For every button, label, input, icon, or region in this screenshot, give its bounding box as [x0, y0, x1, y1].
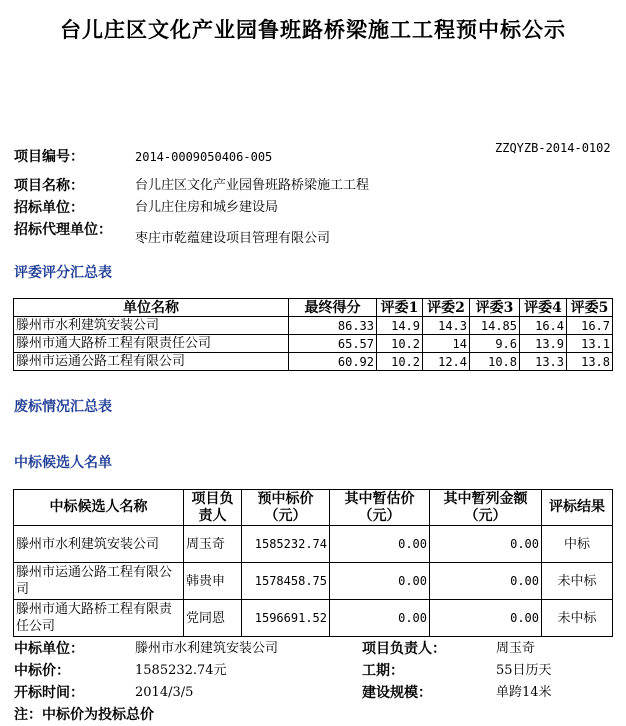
open-time-value: 2014/3/5 — [135, 685, 194, 700]
price-value: 1585232.74元 — [135, 663, 227, 678]
final-score-cell: 60.92 — [289, 353, 377, 371]
score-section-title: 评委评分汇总表 — [14, 265, 112, 281]
judge-score-cell: 10.2 — [377, 335, 423, 353]
score-header-judge1: 评委1 — [377, 299, 423, 317]
score-header-unit: 单位名称 — [14, 299, 289, 317]
candidate-name-cell: 滕州市通大路桥工程有限责任公司 — [14, 600, 184, 637]
winner-label: 中标单位： — [14, 641, 84, 657]
period-value: 55日历天 — [496, 663, 552, 678]
judge-score-cell: 10.8 — [470, 353, 520, 371]
candidate-manager-cell: 韩贵申 — [184, 563, 242, 600]
final-score-cell: 65.57 — [289, 335, 377, 353]
judge-score-cell: 16.4 — [520, 317, 567, 335]
price-note: 注：中标价为投标总价 — [14, 707, 154, 723]
document-code: ZZQYZB-2014-0102 — [495, 141, 611, 155]
manager-value: 周玉奇 — [496, 641, 536, 656]
score-table — [13, 298, 613, 371]
candidate-header-result: 评标结果 — [542, 490, 613, 526]
candidate-name-cell: 滕州市水利建筑安装公司 — [14, 526, 184, 563]
judge-score-cell: 12.4 — [423, 353, 470, 371]
candidate-header-manager: 项目负责人 — [184, 490, 242, 526]
candidate-price-cell: 1585232.74 — [242, 526, 330, 563]
candidate-result-cell: 未中标 — [542, 563, 613, 600]
judge-score-cell: 13.3 — [520, 353, 567, 371]
candidate-header-row — [14, 490, 613, 526]
candidate-header-provisional: 其中暂估价（元） — [330, 490, 430, 526]
agent-value: 枣庄市乾蕴建设项目管理有限公司 — [135, 231, 331, 246]
invalid-section-title: 废标情况汇总表 — [14, 399, 112, 415]
unit-name-cell: 滕州市运通公路工程有限公司 — [14, 353, 289, 371]
table-row — [14, 317, 613, 335]
judge-score-cell: 10.2 — [377, 353, 423, 371]
judge-score-cell: 14.9 — [377, 317, 423, 335]
judge-score-cell: 14 — [423, 335, 470, 353]
agent-label: 招标代理单位： — [14, 222, 112, 238]
judge-score-cell: 16.7 — [567, 317, 613, 335]
score-header-row — [14, 299, 613, 317]
table-row — [14, 600, 613, 637]
candidate-price-cell: 1578458.75 — [242, 563, 330, 600]
tenderer-label: 招标单位： — [14, 200, 84, 216]
candidate-header-name: 中标候选人名称 — [14, 490, 184, 526]
judge-score-cell: 9.6 — [470, 335, 520, 353]
scale-label: 建设规模： — [362, 685, 432, 701]
candidate-manager-cell: 党同恩 — [184, 600, 242, 637]
score-header-final: 最终得分 — [289, 299, 377, 317]
judge-score-cell: 13.8 — [567, 353, 613, 371]
table-row — [14, 526, 613, 563]
candidate-contingency-cell: 0.00 — [430, 526, 542, 563]
project-number-label: 项目编号： — [14, 149, 84, 165]
period-label: 工期： — [362, 663, 404, 679]
judge-score-cell: 14.85 — [470, 317, 520, 335]
score-header-judge5: 评委5 — [567, 299, 613, 317]
candidate-section-title: 中标候选人名单 — [14, 455, 112, 471]
candidate-price-cell: 1596691.52 — [242, 600, 330, 637]
candidate-contingency-cell: 0.00 — [430, 600, 542, 637]
unit-name-cell: 滕州市通大路桥工程有限责任公司 — [14, 335, 289, 353]
project-name-value: 台儿庄区文化产业园鲁班路桥梁施工工程 — [135, 178, 370, 193]
score-header-judge3: 评委3 — [470, 299, 520, 317]
project-number-value: 2014-0009050406-005 — [135, 150, 273, 164]
candidate-provisional-cell: 0.00 — [330, 526, 430, 563]
candidate-result-cell: 中标 — [542, 526, 613, 563]
open-time-label: 开标时间： — [14, 685, 84, 701]
candidate-header-price: 预中标价（元） — [242, 490, 330, 526]
judge-score-cell: 14.3 — [423, 317, 470, 335]
candidate-provisional-cell: 0.00 — [330, 600, 430, 637]
winner-value: 滕州市水利建筑安装公司 — [135, 641, 279, 656]
table-row — [14, 563, 613, 600]
judge-score-cell: 13.1 — [567, 335, 613, 353]
manager-label: 项目负责人： — [362, 641, 446, 657]
candidate-manager-cell: 周玉奇 — [184, 526, 242, 563]
tenderer-value: 台儿庄住房和城乡建设局 — [135, 200, 279, 215]
judge-score-cell: 13.9 — [520, 335, 567, 353]
project-name-label: 项目名称： — [14, 178, 84, 194]
page-title: 台儿庄区文化产业园鲁班路桥梁施工工程预中标公示 — [60, 17, 566, 42]
candidate-header-contingency: 其中暂列金额（元） — [430, 490, 542, 526]
candidate-name-cell: 滕州市运通公路工程有限公司 — [14, 563, 184, 600]
candidate-provisional-cell: 0.00 — [330, 563, 430, 600]
candidate-table — [13, 489, 613, 637]
table-row — [14, 335, 613, 353]
candidate-result-cell: 未中标 — [542, 600, 613, 637]
candidate-contingency-cell: 0.00 — [430, 563, 542, 600]
price-label: 中标价： — [14, 663, 70, 679]
score-header-judge2: 评委2 — [423, 299, 470, 317]
scale-value: 单跨14米 — [496, 685, 552, 700]
score-header-judge4: 评委4 — [520, 299, 567, 317]
unit-name-cell: 滕州市水利建筑安装公司 — [14, 317, 289, 335]
table-row — [14, 353, 613, 371]
final-score-cell: 86.33 — [289, 317, 377, 335]
